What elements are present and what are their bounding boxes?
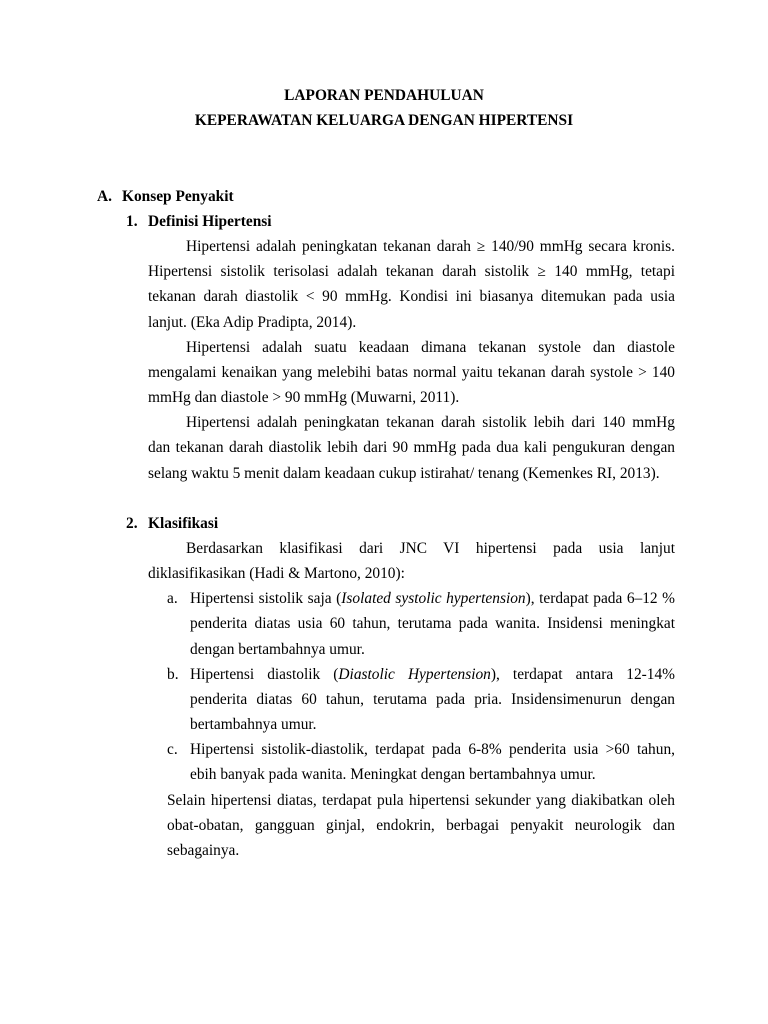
paragraph: [0, 410, 768, 485]
list-item: [0, 586, 768, 661]
paragraph-line: mengalami kenaikan yang melebihi batas normal yaitu tekanan darah systole > 140: [148, 363, 675, 381]
list-marker: a.: [167, 590, 178, 608]
document-title-line-1: LAPORAN PENDAHULUAN: [284, 87, 484, 105]
paragraph-line: dan tekanan darah diastolik lebih dari 90 mmHg pada dua kali pengukuran dengan: [148, 439, 675, 457]
paragraph-line: tekanan darah diastolik < 90 mmHg. Kondisi ini biasanya ditemukan pada usia: [148, 288, 675, 306]
paragraph-line: obat-obatan, gangguan ginjal, endokrin, berbagai penyakit neurologik dan: [167, 816, 675, 834]
list-marker: c.: [167, 741, 178, 759]
document-body: [0, 83, 768, 863]
list-item-line: ebih banyak pada wanita. Meningkat dengan bertambahnya umur.: [190, 766, 596, 784]
list-item-line: dengan bertambahnya umur.: [190, 640, 365, 658]
classification-list: [0, 586, 768, 787]
paragraph: [0, 234, 768, 335]
paragraph: [0, 335, 768, 410]
subsection-title: Klasifikasi: [148, 514, 219, 532]
text-run: Hipertensi sistolik saja (: [190, 590, 342, 608]
subsection-number: 2.: [126, 514, 138, 532]
list-item-first-line: [167, 737, 768, 762]
paragraph-line: diklasifikasikan (Hadi & Martono, 2010):: [148, 565, 405, 583]
list-item-text: [190, 662, 675, 687]
paragraph-line: sebagainya.: [167, 841, 240, 859]
paragraph-line: Selain hipertensi diatas, terdapat pula hipertensi sekunder yang diakibatkan oleh: [167, 791, 675, 809]
subsection-title: Definisi Hipertensi: [148, 212, 272, 230]
list-item-text: [190, 586, 675, 611]
closing-paragraph: [0, 788, 768, 863]
list-item-text: [190, 737, 675, 762]
paragraph: [0, 536, 768, 586]
list-item-line: penderita diatas usia 60 tahun, terutama pada wanita. Insidensi meningkat: [190, 615, 675, 633]
paragraph-line: Hipertensi adalah peningkatan tekanan darah ≥ 140/90 mmHg secara kronis.: [186, 238, 675, 256]
section-title: Konsep Penyakit: [122, 187, 234, 205]
italic-term: Isolated systolic hypertension: [341, 590, 526, 608]
subsection-heading-definisi: [126, 209, 768, 234]
text-run: ), terdapat pada 6–12 %: [525, 590, 675, 608]
list-item-line: bertambahnya umur.: [190, 716, 317, 734]
list-item-line: penderita diatas 60 tahun, terutama pada pria. Insidensimenurun dengan: [190, 690, 675, 708]
text-run: Hipertensi sistolik-diastolik, terdapat pada 6-8% penderita usia >60 tahun,: [190, 741, 675, 759]
paragraph-line: Hipertensi adalah peningkatan tekanan darah sistolik lebih dari 140 mmHg: [186, 414, 675, 432]
text-run: ), terdapat antara 12-14%: [490, 665, 675, 683]
list-item-first-line: [167, 586, 768, 611]
paragraph-line: lanjut. (Eka Adip Pradipta, 2014).: [148, 313, 357, 331]
paragraph-line: mmHg dan diastole > 90 mmHg (Muwarni, 2011).: [148, 389, 460, 407]
section-number: A.: [97, 187, 112, 205]
italic-term: Diastolic Hypertension: [338, 665, 491, 683]
document-title-line-2: KEPERAWATAN KELUARGA DENGAN HIPERTENSI: [194, 112, 574, 130]
paragraph-line: Hipertensi adalah suatu keadaan dimana tekanan systole dan diastole: [186, 338, 675, 356]
paragraph-line: Hipertensi sistolik terisolasi adalah tekanan darah sistolik ≥ 140 mmHg, tetapi: [148, 263, 675, 281]
paragraph-line: Berdasarkan klasifikasi dari JNC VI hipertensi pada usia lanjut: [186, 540, 675, 558]
list-item: [0, 662, 768, 737]
list-item-first-line: [167, 662, 768, 687]
text-run: Hipertensi diastolik (: [190, 665, 339, 683]
list-marker: b.: [167, 665, 179, 683]
subsection-number: 1.: [126, 212, 138, 230]
list-item: [0, 737, 768, 787]
section-heading-konsep-penyakit: [97, 184, 768, 209]
paragraph-line: selang waktu 5 menit dalam keadaan cukup istirahat/ tenang (Kemenkes RI, 2013).: [148, 464, 660, 482]
subsection-heading-klasifikasi: [126, 511, 768, 536]
